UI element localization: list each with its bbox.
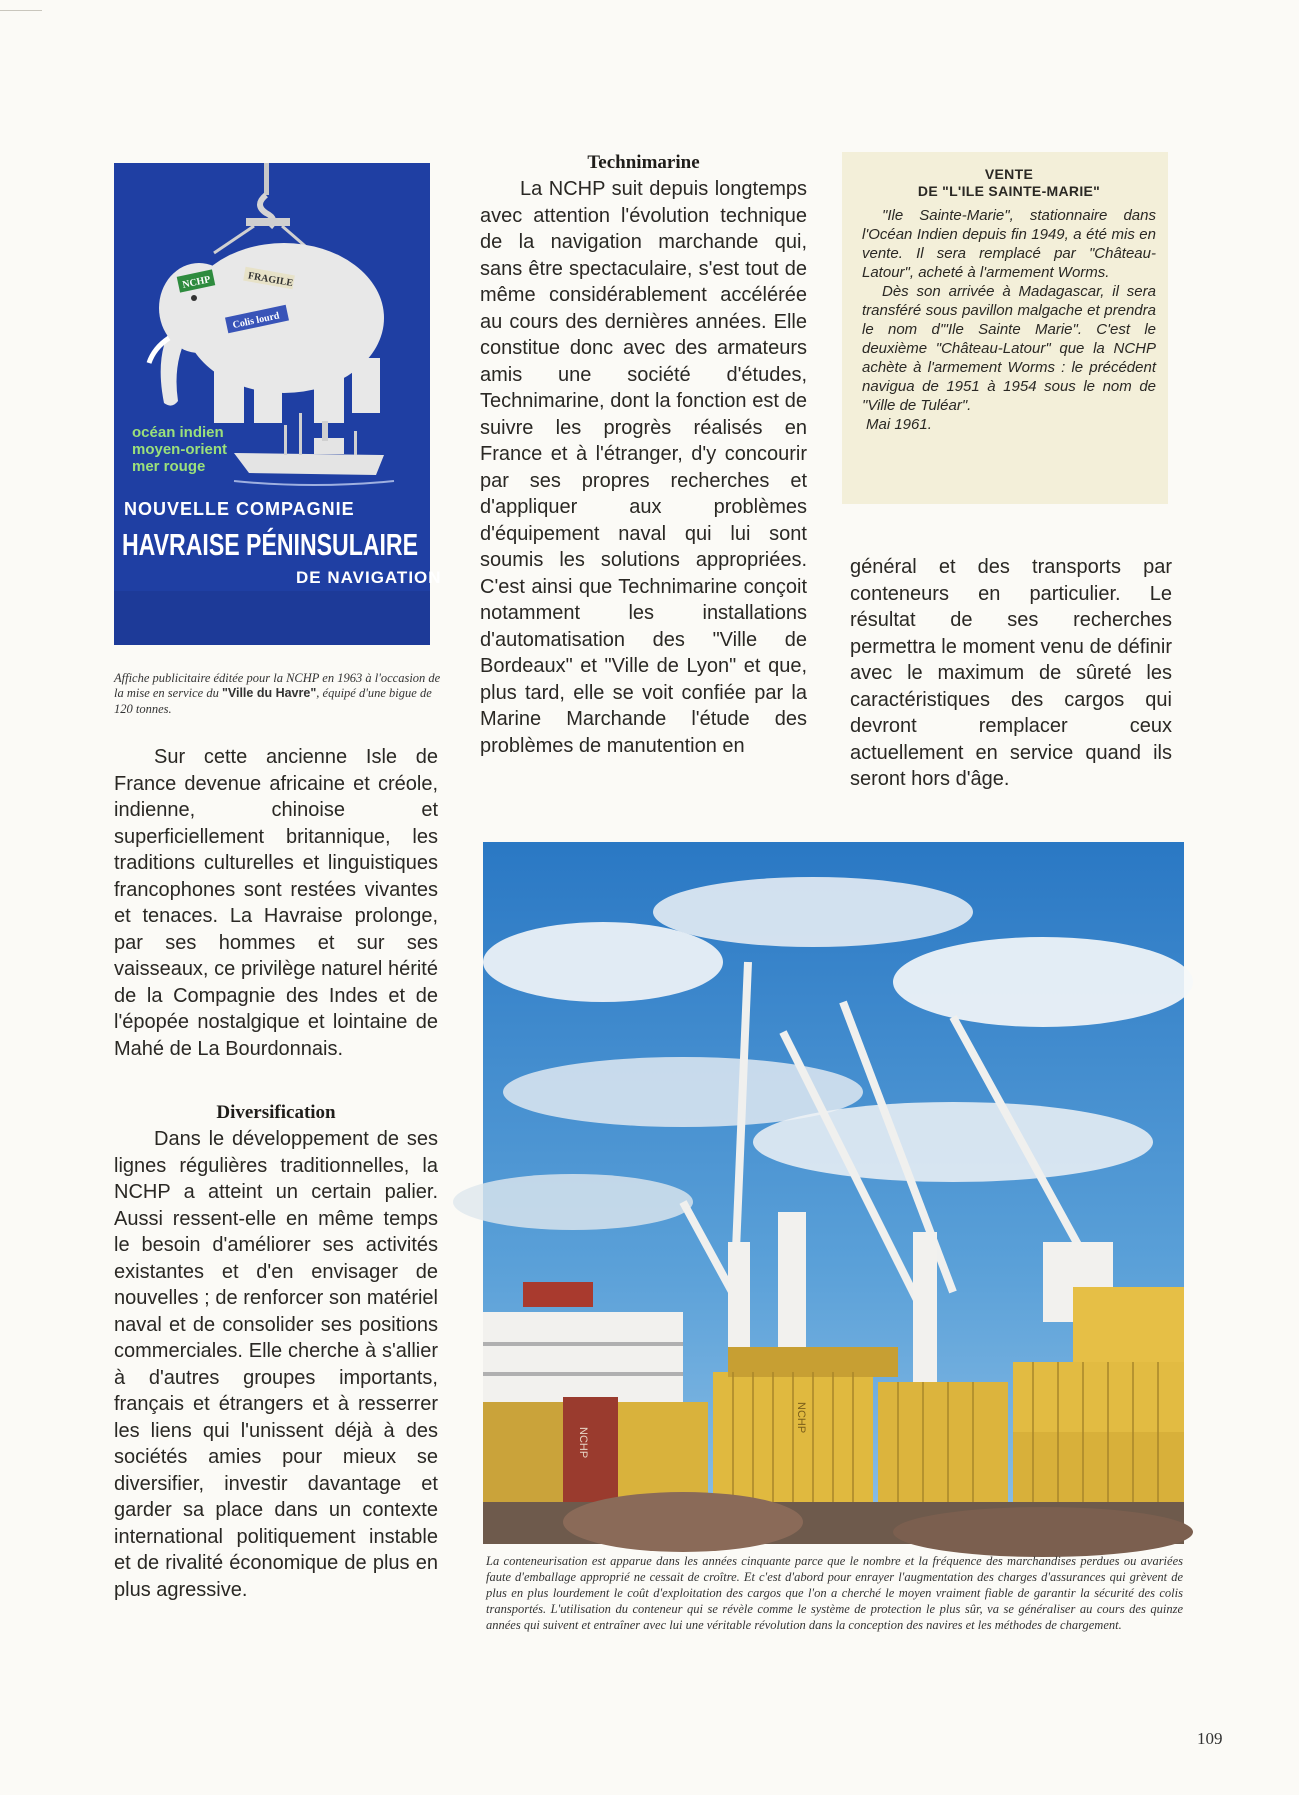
page-corner-mark (0, 10, 42, 11)
poster-company-line2: HAVRAISE PÉNINSULAIRE (122, 527, 418, 562)
sidebar-date: Mai 1961. (866, 416, 932, 433)
sidebar-paragraph-1: "Ile Sainte-Marie", stationnaire dans l'Océan Indien depuis fin 1949, a été mis en vente. Il sera remplacé par "Château-Latour", acheté à l'armement Worms. (862, 207, 1156, 281)
middle-column (480, 152, 807, 759)
poster-caption-ship-name: "Ville du Havre" (221, 686, 317, 700)
left-column (114, 744, 438, 1603)
container-label-nchp-red: NCHP (577, 1427, 589, 1459)
sidebar-box (842, 152, 1168, 504)
left-paragraph-2: Dans le développement de ses lignes régulières traditionnelles, la NCHP a atteint un certain palier. Aussi ressent-elle en même temps le besoin d'améliorer ses activités existantes et d'en envisager de nouvelles ; de renforcer son matériel naval et de consolider ses positions commerciales. Elle cherche à s'allier à d'autres groupes importants, français et étrangers et à resserrer les liens qui l'unissent déjà à des sociétés amies pour mieux se diversifier, investir davantage et garder sa place dans un contexte international politiquement instable et de rivalité économique de plus en plus agressive. (114, 1128, 438, 1601)
container-port-photo (483, 842, 1184, 1544)
container-label-nchp-yellow: NCHP (795, 1402, 807, 1434)
right-paragraph: général et des transports par conteneurs en particulier. Le résultat de ses recherches permettra le moment venu de définir avec le maximum de sûreté les caractéristiques des cargos qui devront remplacer ceux actuellement en service quand ils seront hors d'âge. (850, 556, 1172, 790)
poster-route-3: mer rouge (132, 458, 206, 475)
tag-colis-lourd: Colis lourd (231, 310, 281, 332)
poster-company-line1: NOUVELLE COMPAGNIE (124, 499, 355, 519)
middle-paragraph: La NCHP suit depuis longtemps avec attention l'évolution technique de la navigation marchande qui, sans être spectaculaire, s'est tout de même considérablement accélérée au cours des dernières années. Elle constitue donc avec des armateurs amis une société d'études, Technimarine, dont la fonction est de suivre les progrès réalisés en France et à l'étranger, d'y concourir par ses propres recherches et d'appliquer aux problèmes d'équipement naval qui lui sont soumis les solutions appropriées. C'est ainsi que Technimarine conçoit notamment les installations d'automatisation des "Ville de Bordeaux" et "Ville de Lyon" et que, plus tard, elle se voit confiée par la Marine Marchande l'étude des problèmes de manutention en (480, 178, 807, 757)
left-paragraph-1: Sur cette ancienne Isle de France devenue africaine et créole, indienne, chinoise et superficiellement britannique, les traditions culturelles et linguistiques francophones sont restées vivantes et tenaces. La Havraise prolonge, par ses hommes et sur ses vaisseaux, ce privilège naturel hérité de la Compagnie des Indes et de l'épopée nostalgique et lointaine de Mahé de La Bourdonnais. (114, 746, 438, 1060)
heading-technimarine: Technimarine (587, 152, 700, 173)
poster-caption-end: , équipé d'une bigue de 120 tonnes. (114, 686, 432, 716)
poster-company-line3: DE NAVIGATION (296, 568, 442, 587)
sidebar-title (862, 166, 1156, 200)
tag-nchp: NCHP (181, 274, 212, 291)
page-number: 109 (1197, 1729, 1223, 1748)
sidebar-paragraph-2: Dès son arrivée à Madagascar, il sera transféré sous pavillon malgache et prendra le nom d'"Ile Sainte Marie". C'est le deuxième "Château-Latour" que la NCHP achète à l'armement Worms : le précédent navigua de 1951 à 1954 sous le nom de "Ville de Tuléar". (862, 283, 1156, 414)
heading-diversification: Diversification (216, 1102, 336, 1123)
poster-route-2: moyen-orient (132, 441, 228, 458)
tag-fragile: FRAGILE (247, 270, 294, 290)
right-column (850, 554, 1172, 793)
poster-route-1: océan indien (132, 424, 224, 441)
poster-caption-text: Affiche publicitaire éditée pour la NCHP en 1963 à l'occasion de la mise en service du (114, 670, 441, 700)
photo-caption: La conteneurisation est apparue dans les années cinquante parce que le nombre et la fréquence des marchandises perdues ou avariées faute d'emballage approprié ne cessait de croître. Et c'est d'abord pour enrayer l'augmentation des charges d'assurances qui grèvent de plus en plus lourdement le coût d'exploitation des cargos que l'on a cherché le moyen vraiment fiable de garantir la sécurité des colis transportés. L'utilisation du conteneur qui se révèle comme le système de protection le plus sûr, va se généraliser au cours des quinze années qui suivent et entraîner avec lui une véritable révolution dans la conception des navires et les méthodes de chargement. (486, 1554, 1183, 1632)
poster-caption (114, 671, 444, 718)
advertising-poster (114, 163, 442, 645)
sidebar-title-line2: DE "L'ILE SAINTE-MARIE" (917, 183, 1101, 199)
sidebar-title-line1: VENTE (984, 166, 1034, 182)
